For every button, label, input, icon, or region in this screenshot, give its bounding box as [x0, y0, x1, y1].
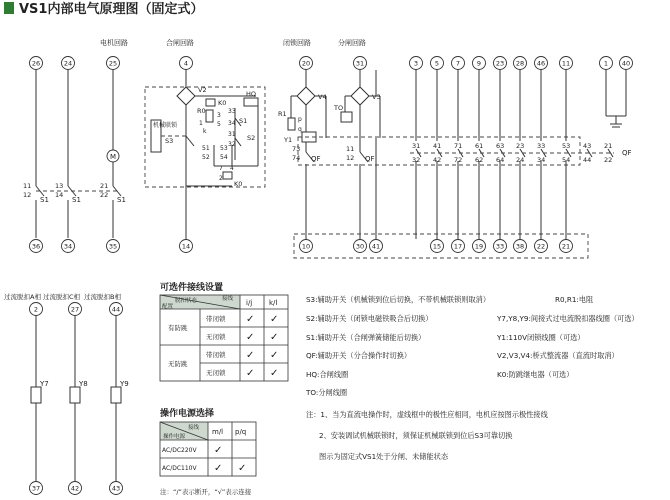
aux-contacts-block	[410, 70, 632, 239]
bottom-terminal-14-label: 14	[181, 242, 191, 251]
overcurrent-bottom-37	[30, 482, 43, 495]
option-mark-3b: ✓	[270, 350, 279, 361]
overcurrent-bottom-37-label: 37	[31, 484, 41, 493]
option-row-4: 无闭锁	[206, 369, 226, 377]
close-nk: k	[203, 128, 207, 135]
option-corner-mid: 脱扣状态	[175, 298, 198, 304]
close-n3: 3	[217, 112, 221, 119]
option-mark-4a: ✓	[246, 368, 255, 379]
bottom-terminal-15	[431, 240, 444, 253]
overcurrent-0	[4, 292, 49, 495]
lock-qf-label: QF	[311, 155, 321, 163]
aux-top-5: 23	[516, 142, 525, 150]
top-terminal-20-label: 20	[301, 59, 311, 68]
motor-circuit	[23, 70, 126, 238]
top-terminal-4	[180, 57, 193, 70]
bottom-terminal-21	[560, 240, 573, 253]
top-terminal-28	[514, 57, 527, 70]
aux-top-6: 33	[537, 142, 546, 150]
top-terminal-23-label: 23	[495, 59, 505, 68]
bottom-terminal-17	[452, 240, 465, 253]
overcurrent-circuits	[4, 292, 129, 495]
overcurrent-top-44-label: 44	[111, 305, 121, 314]
bottom-terminals	[30, 240, 573, 253]
close-v2-label: V2	[198, 86, 207, 94]
top-terminal-46	[535, 57, 548, 70]
open-n11: 11	[346, 145, 355, 153]
option-corner-bottom: 配置	[162, 304, 174, 310]
bottom-terminal-22-label: 22	[536, 242, 546, 251]
bottom-terminal-15-label: 15	[432, 242, 442, 251]
ground-circuit	[606, 70, 626, 127]
overcurrent-coil-2: Y9	[120, 380, 129, 388]
bottom-terminal-41-label: 41	[371, 242, 381, 251]
lock-p-label: p	[298, 116, 302, 123]
overcurrent-coil-0: Y7	[40, 380, 49, 388]
power-col-ml: m/l	[212, 428, 224, 436]
bottom-terminal-41	[370, 240, 383, 253]
legend-3-right: Y1:110V闭锁线圈（可选）	[497, 333, 585, 342]
option-corner-top: 接线	[222, 296, 234, 302]
option-mark-2a: ✓	[246, 332, 255, 343]
legend-4-left: QF:辅助开关（分合操作时切换）	[306, 351, 412, 360]
top-terminal-23	[494, 57, 507, 70]
coil-to	[341, 112, 352, 122]
aux-bottom-4: 64	[496, 156, 505, 164]
legend-5-left: HQ:合闸线圈	[306, 370, 349, 379]
legend	[305, 295, 639, 461]
resistor-r0	[206, 110, 213, 122]
aux-bottom-0: 32	[412, 156, 421, 164]
open-n12: 12	[346, 154, 355, 162]
legend-1-right: R0,R1:电阻	[555, 295, 594, 304]
bottom-terminal-10-label: 10	[301, 242, 311, 251]
top-terminal-4-label: 4	[183, 59, 189, 68]
close-n32: 32	[228, 141, 236, 148]
power-table-title: 操作电源选择	[160, 409, 215, 419]
aux-bottom-2: 72	[454, 156, 463, 164]
rectifier-v3	[351, 87, 369, 105]
power-mark-1a: ✓	[214, 445, 223, 456]
label-open-circuit: 分闸回路	[338, 39, 366, 47]
open-v3-label: V3	[372, 93, 381, 101]
motor-label: M	[110, 153, 117, 161]
aux-top-2: 71	[454, 142, 463, 150]
bottom-terminal-21-label: 21	[561, 242, 571, 251]
legend-3-left: S1:辅助开关（合闸弹簧储能后切换）	[306, 333, 426, 342]
relay-k0-coil	[223, 172, 232, 179]
motor-s1-a: S1	[40, 196, 49, 204]
aux-qf-label: QF	[622, 149, 632, 157]
power-col-pq: p/q	[235, 428, 247, 436]
top-terminal-3-label: 3	[413, 59, 419, 68]
bottom-terminal-34-label: 34	[63, 242, 73, 251]
overcurrent-1	[43, 292, 88, 495]
close-r0-label: R0	[197, 107, 206, 115]
top-terminal-1-label: 1	[603, 59, 609, 68]
bottom-terminal-38-label: 38	[515, 242, 525, 251]
bottom-terminal-10	[300, 240, 313, 253]
aux-bottom-9: 22	[604, 156, 613, 164]
aux-top-7: 53	[562, 142, 571, 150]
overcurrent-top-2-label: 2	[33, 305, 39, 314]
motor-n11: 11	[23, 182, 32, 190]
close-n5: 5	[217, 121, 221, 128]
coil-hq	[244, 98, 258, 106]
rectifier-v2	[177, 87, 195, 105]
overcurrent-bottom-43-label: 43	[111, 484, 121, 493]
legend-4-right: V2,V3,V4:桥式整流器（直流时取消）	[497, 351, 619, 360]
power-footnote: 注：“/”表示断开，“√”表示连接	[160, 488, 252, 496]
lock-n73: 73	[292, 145, 301, 153]
close-s1-label: S1	[239, 117, 248, 125]
note-2: 2、安装调试机械联锁时，须保证机械联锁到位后S3可靠切换	[319, 431, 513, 440]
close-k0-label: K0	[218, 99, 227, 107]
option-row-1: 带闭锁	[206, 315, 226, 323]
top-terminal-31	[354, 57, 367, 70]
top-terminal-31-label: 31	[355, 59, 365, 68]
aux-top-1: 41	[433, 142, 442, 150]
overcurrent-top-44	[110, 303, 123, 316]
motor-n22: 22	[100, 191, 109, 199]
motor-n12: 12	[23, 191, 32, 199]
close-n53: 53	[220, 145, 228, 152]
close-n33: 33	[228, 108, 236, 115]
legend-1-left: S3:辅助开关（机械锁到位后切换，不带机械联锁则取消）	[306, 295, 491, 304]
top-terminal-5-label: 5	[434, 59, 440, 68]
bottom-terminal-30-label: 30	[355, 242, 365, 251]
bottom-terminal-33-label: 33	[495, 242, 505, 251]
top-terminal-7-label: 7	[455, 59, 461, 68]
overcurrent-label-0: 过流脱扣A相	[4, 293, 41, 301]
option-group-1: 有防跳	[168, 324, 188, 332]
close-s3-label: S3	[165, 137, 174, 145]
relay-k0	[206, 99, 215, 106]
lock-y1-label: Y1	[284, 136, 293, 144]
top-terminal-46-label: 46	[536, 59, 546, 68]
overcurrent-top-27-label: 27	[70, 305, 80, 314]
overcurrent-label-2: 过流脱扣B相	[84, 293, 121, 301]
top-terminal-25	[107, 57, 120, 70]
label-close-circuit: 合闸回路	[166, 39, 194, 47]
lock-n74: 74	[292, 154, 301, 162]
top-terminal-11	[560, 57, 573, 70]
aux-bottom-6: 34	[537, 156, 546, 164]
top-terminal-26-label: 26	[31, 59, 41, 68]
aux-bottom-3: 62	[475, 156, 484, 164]
bottom-terminal-34	[62, 240, 75, 253]
aux-top-3: 61	[475, 142, 484, 150]
top-terminal-40	[620, 57, 633, 70]
option-row-2: 无闭锁	[206, 333, 226, 341]
close-n34: 34	[228, 120, 236, 127]
power-corner-bottom: 操作电源	[163, 434, 186, 440]
close-n51: 51	[202, 145, 210, 152]
legend-6-left: TO:分闸线圈	[306, 388, 348, 397]
label-motor-circuit: 电机回路	[100, 39, 128, 47]
aux-bottom-1: 42	[433, 156, 442, 164]
motor-s1-c: S1	[117, 196, 126, 204]
option-mark-3a: ✓	[246, 350, 255, 361]
bottom-terminal-22	[535, 240, 548, 253]
open-qf-label: QF	[365, 155, 375, 163]
legend-2-left: S2:辅助开关（闭锁电磁铁吸合后切换）	[306, 314, 433, 323]
power-row-110: AC/DC110V	[162, 465, 197, 472]
top-terminal-3	[410, 57, 423, 70]
top-terminal-1	[600, 57, 613, 70]
top-terminal-7	[452, 57, 465, 70]
option-mark-2b: ✓	[270, 332, 279, 343]
page-title: VS1内部电气原理图（固定式）	[19, 2, 204, 17]
close-k0b-label: K0	[234, 180, 243, 188]
top-terminal-5	[431, 57, 444, 70]
motor-n14: 14	[55, 191, 64, 199]
option-col-kl: k/l	[269, 299, 278, 307]
option-mark-1b: ✓	[270, 314, 279, 325]
option-table	[160, 281, 288, 381]
top-terminals	[30, 57, 633, 70]
overcurrent-bottom-42	[69, 482, 82, 495]
top-terminal-28-label: 28	[515, 59, 525, 68]
rectifier-v4	[297, 87, 315, 105]
bottom-terminal-33	[494, 240, 507, 253]
top-terminal-25-label: 25	[108, 59, 118, 68]
close-n31: 31	[228, 131, 236, 138]
overcurrent-label-1: 过流脱扣C相	[43, 293, 81, 301]
aux-top-9: 21	[604, 142, 613, 150]
lock-circuit	[278, 70, 327, 246]
title-block	[4, 1, 203, 17]
bottom-terminal-36-label: 36	[31, 242, 41, 251]
legend-2-right: Y7,Y8,Y9:间接式过电流脱扣器线圈（可选）	[497, 314, 639, 323]
top-terminal-20	[300, 57, 313, 70]
overcurrent-top-2	[30, 303, 43, 316]
power-mark-2a: ✓	[214, 463, 223, 474]
bottom-terminal-35	[107, 240, 120, 253]
close-circuit	[145, 70, 265, 246]
motor-n13: 13	[55, 182, 64, 190]
bottom-terminal-35-label: 35	[108, 242, 118, 251]
bottom-terminal-14	[180, 240, 193, 253]
close-n52: 52	[202, 154, 210, 161]
power-table	[159, 407, 256, 496]
lock-v4-label: V4	[318, 93, 327, 101]
note-1: 注：1、当为直流电操作时，虚线框中的极性应相同，电机应按图示极性接线	[306, 410, 548, 419]
bottom-terminal-19	[473, 240, 486, 253]
option-mark-1a: ✓	[246, 314, 255, 325]
option-group-2: 无防跳	[168, 360, 188, 368]
overcurrent-bottom-43	[110, 482, 123, 495]
aux-top-4: 63	[496, 142, 505, 150]
power-mark-2b: ✓	[238, 463, 247, 474]
option-mark-4b: ✓	[270, 368, 279, 379]
open-to-label: TO	[334, 104, 344, 112]
overcurrent-bottom-42-label: 42	[70, 484, 80, 493]
bottom-terminal-19-label: 19	[474, 242, 484, 251]
top-terminal-11-label: 11	[561, 59, 571, 68]
aux-bottom-5: 24	[516, 156, 525, 164]
option-table-title: 可选件接线设置	[160, 283, 224, 293]
aux-top-8: 43	[583, 142, 592, 150]
power-row-220: AC/DC220V	[162, 447, 197, 454]
resistor-r1	[288, 118, 295, 130]
close-n2: 2	[219, 175, 223, 182]
option-row-3: 带闭锁	[206, 351, 226, 359]
overcurrent-2	[84, 292, 129, 495]
close-n54: 54	[220, 154, 228, 161]
close-mech-label: 机械联锁	[153, 122, 178, 129]
bottom-terminal-38	[514, 240, 527, 253]
top-terminal-26	[30, 57, 43, 70]
bottom-terminal-30	[354, 240, 367, 253]
aux-bottom-7: 54	[562, 156, 571, 164]
aux-top-0: 31	[412, 142, 421, 150]
top-terminal-40-label: 40	[621, 59, 631, 68]
motor-s1-b: S1	[72, 196, 81, 204]
top-terminal-24	[62, 57, 75, 70]
lock-r1-label: R1	[278, 110, 287, 118]
note-3: 图示为固定式VS1处于分闸、未储能状态	[319, 452, 449, 461]
label-lock-circuit: 闭锁回路	[283, 39, 311, 47]
top-terminal-9-label: 9	[476, 59, 482, 68]
bottom-terminal-17-label: 17	[453, 242, 463, 251]
top-terminal-9	[473, 57, 486, 70]
title-marker	[4, 2, 14, 14]
legend-5-right: K0:防跳继电器（可选）	[497, 370, 574, 379]
top-terminal-24-label: 24	[63, 59, 73, 68]
motor-n21: 21	[100, 182, 109, 190]
lock-q-label: q	[298, 126, 302, 133]
open-circuit	[333, 70, 381, 246]
close-n1: 1	[199, 120, 203, 127]
bottom-terminal-36	[30, 240, 43, 253]
close-s2-label: S2	[247, 134, 256, 142]
option-col-ij: i/j	[246, 299, 253, 307]
overcurrent-top-27	[69, 303, 82, 316]
aux-bottom-8: 44	[583, 156, 592, 164]
close-n4: 4	[230, 165, 234, 172]
close-n7: 7	[219, 165, 223, 172]
overcurrent-coil-1: Y8	[79, 380, 88, 388]
close-hq-label: HQ	[246, 90, 257, 98]
power-corner-top: 接线	[188, 425, 200, 431]
